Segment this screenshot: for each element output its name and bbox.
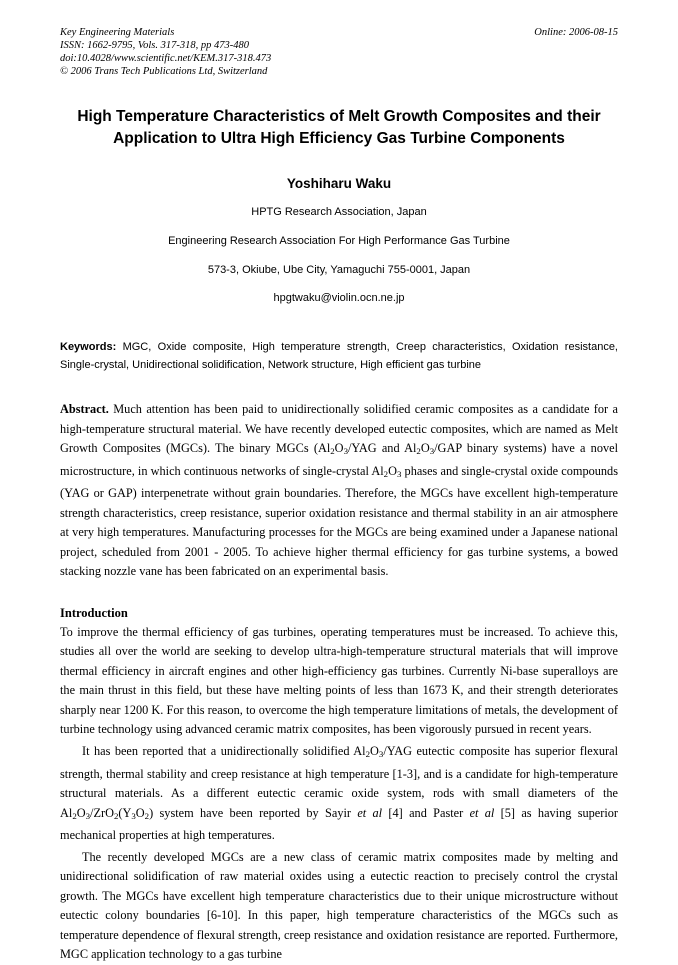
intro-p2-italic-1: et al <box>357 805 383 820</box>
abstract-sub-6: 3 <box>396 468 402 479</box>
intro-p2-sub-1: 2 <box>365 749 370 760</box>
abstract-text-5: /GAP binary systems) have a novel microstructure, in which continuous networks of single-crystal Al <box>60 441 618 478</box>
abstract-sub-1: 2 <box>330 446 335 457</box>
intro-p2-italic-2: et al <box>469 805 495 820</box>
page-header <box>60 26 618 84</box>
online-date: Online: 2006-08-15 <box>534 27 618 38</box>
abstract-text-3: /YAG and Al <box>347 441 417 455</box>
intro-p2-text-2: O <box>370 743 379 758</box>
keywords-list: MGC, Oxide composite, High temperature strength, Creep characteristics, Oxidation resistance, Single-crystal, Unidirectional solidification, Network structure, High efficient gas turbine <box>60 341 618 371</box>
intro-p2-text-1: It has been reported that a unidirectionally solidified Al <box>82 743 366 758</box>
intro-p2-sub-6: 3 <box>131 810 136 821</box>
abstract-text-7: phases and single-crystal oxide compounds (YAG or GAP) interpenetrate without grain boundaries. Therefore, the MGCs have excellent high-temperature strength characteristics, creep resistance, superior oxidation resistance and thermal stability in an air atmosphere at very high temperatures. Manufacturing processes for the MGCs are being examined under a Japanese national project, scheduled from 2001 - 2005. To achieve higher thermal efficiency for gas turbine systems, a bowed stacking nozzle vane has been fabricated on an experimental basis. <box>60 463 618 579</box>
intro-paragraph-2 <box>60 742 618 846</box>
intro-paragraph-3: The recently developed MGCs are a new class of ceramic matrix composites made by melting and unidirectional solidification of raw material oxides using a eutectic reaction to precisely control the crystal growth. The MGCs have excellent high temperature characteristics due to their unique microstructure without eutectic colony boundaries [6-10]. In this paper, high temperature characteristics of the MGCs such as temperature dependence of flexural strength, creep resistance and oxidation resistance are reported. Furthermore, MGC application technology to a gas turbine <box>60 849 618 962</box>
intro-p2-text-8: ) system have been reported by Sayir <box>149 805 358 820</box>
intro-paragraph-1: To improve the thermal efficiency of gas turbines, operating temperatures must be increased. To achieve this, studies all over the world are seeking to develop ultra-high-temperature structural materials that will improve thermal efficiency in aircraft engines and other high-efficiency gas turbines. Currently Ni-base superalloys are the main thrust in this field, but these have melting points of less than 1673 K, and their strength deteriorates sharply near 1200 K. For this reason, to overcome the high temperature limitations of metals, the development of turbine technology using advanced ceramic matrix composites, has been vigorously pursued in recent years. <box>60 624 618 737</box>
affiliation-3: 573-3, Okiube, Ube City, Yamaguchi 755-0001, Japan <box>207 264 471 276</box>
intro-p2-text-7: O <box>135 805 145 820</box>
abstract-text-1: Much attention has been paid to unidirectionally solidified ceramic composites as a candidate for a high-temperature structural material. We have recently developed eutectic composites, which are named as Melt Growth Composites (MGCs). The binary MGCs (Al <box>60 402 618 455</box>
abstract-text-6: O <box>388 463 397 478</box>
intro-p2-sub-2: 3 <box>378 749 384 760</box>
journal-name: Key Engineering Materials <box>60 27 175 38</box>
abstract-label: Abstract. <box>60 402 109 416</box>
abstract-sub-4: 3 <box>429 446 435 457</box>
intro-p2-sub-7: 2 <box>144 810 150 821</box>
abstract-block <box>60 400 618 582</box>
abstract-sub-2: 3 <box>343 446 348 457</box>
section-heading-introduction: Introduction <box>60 605 128 620</box>
abstract-text-2: O <box>334 441 344 455</box>
keywords-block <box>60 338 618 374</box>
abstract-sub-5: 2 <box>383 468 389 479</box>
keywords-label: Keywords: <box>60 341 117 353</box>
intro-p2-text-6: (Y <box>118 805 132 820</box>
intro-p2-text-3: /YAG eutectic composite has superior flexural strength, thermal stability and creep resistance at high temperature [1-3], and is a candidate for high-temperature structural materials. As a different eutectic ceramic oxide system, rods with small diameters of the Al <box>60 743 618 820</box>
intro-p2-sub-5: 2 <box>113 810 119 821</box>
intro-p2-text-10: [5] as having superior mechanical properties at high temperatures. <box>60 805 619 843</box>
intro-p2-text-5: /ZrO <box>90 805 114 820</box>
intro-p2-text-4: O <box>76 805 86 820</box>
affiliation-2: Engineering Research Association For High Performance Gas Turbine <box>168 235 510 247</box>
page-title: High Temperature Characteristics of Melt Growth Composites and their Application to Ultra High Efficiency Gas Turbine Components <box>77 108 601 147</box>
abstract-text-4: O <box>420 441 430 455</box>
intro-p2-text-9: [4] and Paster <box>382 805 470 820</box>
copyright: © 2006 Trans Tech Publications Ltd, Switzerland <box>60 66 268 77</box>
affiliation-1: HPTG Research Association, Japan <box>251 206 427 218</box>
author-name: Yoshiharu Waku <box>286 176 392 191</box>
issn-volume-pages: ISSN: 1662-9795, Vols. 317-318, pp 473-480 <box>60 40 249 51</box>
author-email: hpgtwaku@violin.ocn.ne.jp <box>273 292 405 304</box>
doi: doi:10.4028/www.scientific.net/KEM.317-318.473 <box>60 53 272 64</box>
abstract-sub-3: 2 <box>416 446 421 457</box>
intro-p2-sub-3: 2 <box>72 810 77 821</box>
intro-p2-sub-4: 3 <box>85 810 91 821</box>
